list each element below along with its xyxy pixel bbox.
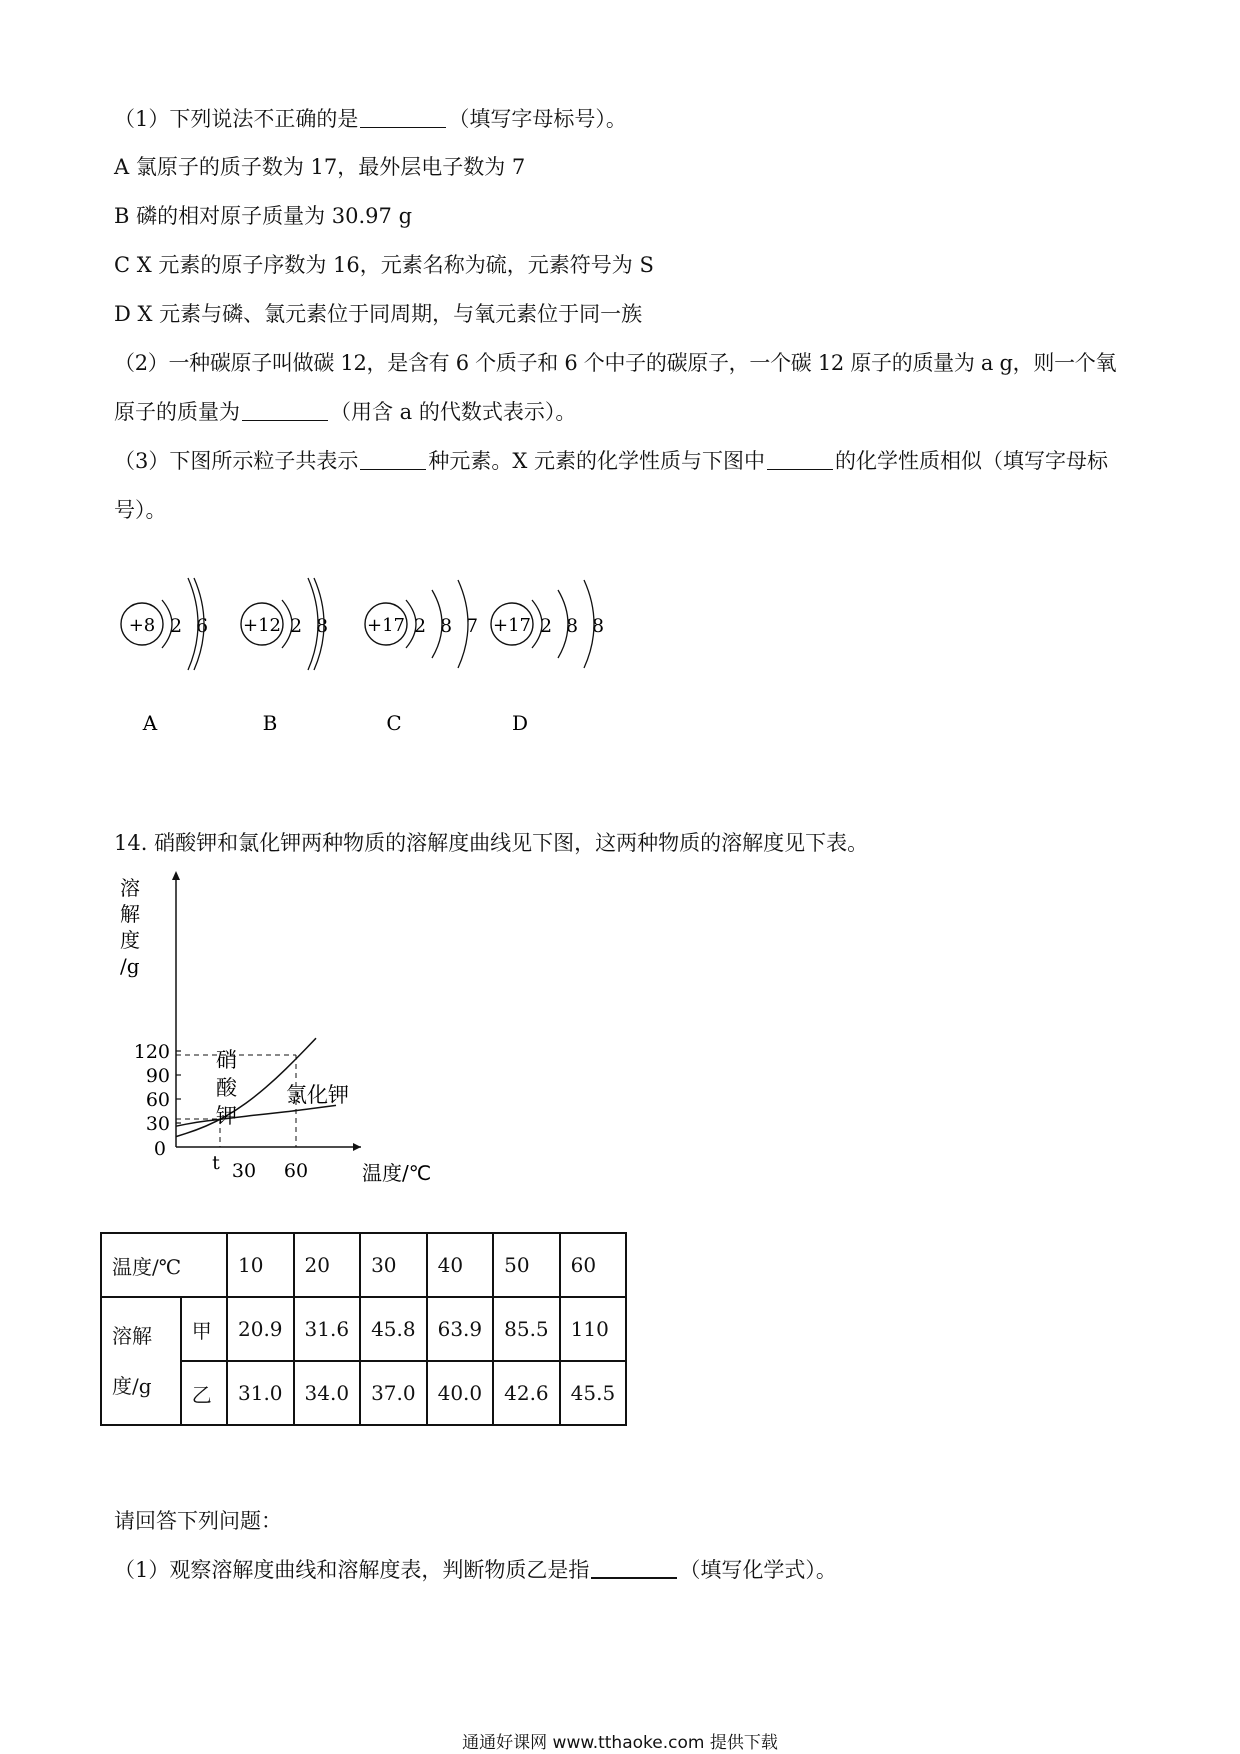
nucleus-charge: +17 bbox=[367, 615, 405, 636]
option-d: D X 元素与磷、氯元素位于同周期，与氧元素位于同一族 bbox=[114, 302, 643, 326]
y-tick-label: 90 bbox=[145, 1065, 170, 1087]
option-b: B 磷的相对原子质量为 30.97 g bbox=[114, 204, 413, 228]
table-cell: 20.9 bbox=[227, 1297, 294, 1361]
shell-electron-count: 2 bbox=[169, 615, 183, 637]
q14-prompt: 请回答下列问题： bbox=[114, 1509, 282, 1533]
atom-label: D bbox=[511, 711, 529, 735]
series-label-kcl: 氯化钾 bbox=[286, 1083, 349, 1108]
shell-electron-count: 8 bbox=[565, 615, 579, 637]
shell-electron-count: 2 bbox=[539, 615, 553, 637]
kcl-curve bbox=[176, 1105, 336, 1126]
table-cell: 30 bbox=[360, 1233, 427, 1297]
x-axis-label: 温度/℃ bbox=[362, 1161, 432, 1185]
answer-blank[interactable] bbox=[360, 107, 446, 128]
shell-electron-count: 8 bbox=[439, 615, 453, 637]
series-label-kno3: 酸 bbox=[216, 1076, 237, 1100]
answer-blank[interactable] bbox=[242, 400, 328, 421]
answer-blank[interactable] bbox=[767, 449, 833, 470]
table-cell: 63.9 bbox=[427, 1297, 494, 1361]
x-tick-label: 30 bbox=[231, 1160, 257, 1182]
y-tick-label: 30 bbox=[145, 1113, 170, 1135]
nucleus-charge: +8 bbox=[128, 615, 156, 636]
table-row bbox=[101, 1233, 626, 1297]
atom-diagram bbox=[121, 578, 208, 735]
q13-part3-line1: （3）下图所示粒子共表示 种元素。X 元素的化学性质与下图中 的化学性质相似（填写字母标 bbox=[114, 449, 1108, 473]
x-tick-label: t bbox=[212, 1152, 220, 1174]
shell-electron-count: 6 bbox=[195, 615, 209, 637]
table-cell: 20 bbox=[294, 1233, 361, 1297]
table-cell: 31.0 bbox=[227, 1361, 294, 1425]
table-cell: 85.5 bbox=[493, 1297, 560, 1361]
atom-label: A bbox=[142, 711, 158, 735]
atom-diagram bbox=[491, 580, 604, 735]
table-cell: 31.6 bbox=[294, 1297, 361, 1361]
shell-electron-count: 8 bbox=[315, 615, 329, 637]
q13-part2-line2: 原子的质量为 （用含 a 的代数式表示）。 bbox=[114, 400, 577, 424]
atom-diagram bbox=[241, 578, 328, 735]
table-cell: 45.5 bbox=[560, 1361, 627, 1425]
q13-part2-line1: （2）一种碳原子叫做碳 12，是含有 6 个质子和 6 个中子的碳原子，一个碳 12 原子的质量为 a g，则一个氧 bbox=[114, 351, 1117, 375]
y-axis-label: 解 bbox=[120, 902, 140, 926]
table-cell: 50 bbox=[493, 1233, 560, 1297]
q14-title: 14. 硝酸钾和氯化钾两种物质的溶解度曲线见下图，这两种物质的溶解度见下表。 bbox=[114, 831, 869, 855]
series-label-kno3: 硝 bbox=[216, 1048, 237, 1072]
shell-electron-count: 2 bbox=[289, 615, 303, 637]
table-cell: 34.0 bbox=[294, 1361, 361, 1425]
answer-blank[interactable] bbox=[360, 449, 426, 470]
row-name: 甲 bbox=[181, 1297, 227, 1361]
series-label-kno3: 钾 bbox=[216, 1104, 237, 1128]
atom-label: C bbox=[386, 711, 402, 735]
page-footer: 通通好课网 www.tthaoke.com 提供下载 bbox=[462, 1733, 778, 1753]
x-tick-label: 60 bbox=[283, 1160, 309, 1182]
table-cell: 110 bbox=[560, 1297, 627, 1361]
atom-label: B bbox=[262, 711, 278, 735]
option-c: C X 元素的原子序数为 16，元素名称为硫，元素符号为 S bbox=[114, 253, 654, 277]
y-axis-label: 溶 bbox=[120, 876, 140, 900]
table-row bbox=[101, 1297, 626, 1361]
nucleus-charge: +12 bbox=[243, 615, 281, 636]
y-axis-arrow bbox=[172, 871, 180, 880]
solubility-label: 溶解 度/g bbox=[101, 1297, 181, 1425]
y-tick-label: 0 bbox=[153, 1138, 166, 1160]
q14-part1: （1）观察溶解度曲线和溶解度表，判断物质乙是指 （填写化学式）。 bbox=[114, 1558, 837, 1582]
row-name: 乙 bbox=[181, 1361, 227, 1425]
shell-electron-count: 8 bbox=[591, 615, 605, 637]
option-a: A 氯原子的质子数为 17，最外层电子数为 7 bbox=[114, 155, 526, 179]
atom-diagram bbox=[365, 580, 478, 735]
y-tick-label: 120 bbox=[133, 1041, 170, 1063]
q13-part3-line2: 号）。 bbox=[114, 498, 167, 522]
table-cell: 60 bbox=[560, 1233, 627, 1297]
solubility-table bbox=[100, 1232, 627, 1426]
x-axis-arrow bbox=[353, 1143, 361, 1151]
answer-blank[interactable] bbox=[591, 1557, 677, 1579]
table-cell: 37.0 bbox=[360, 1361, 427, 1425]
nucleus-charge: +17 bbox=[493, 615, 531, 636]
temp-header: 温度/℃ bbox=[101, 1233, 227, 1297]
atom-structure-diagrams bbox=[100, 530, 620, 750]
y-axis-label: 度 bbox=[120, 928, 140, 952]
shell-electron-count: 2 bbox=[413, 615, 427, 637]
table-cell: 42.6 bbox=[493, 1361, 560, 1425]
table-cell: 10 bbox=[227, 1233, 294, 1297]
table-cell: 40 bbox=[427, 1233, 494, 1297]
y-axis-label: /g bbox=[120, 954, 140, 978]
q13-part1: （1）下列说法不正确的是 （填写字母标号）。 bbox=[114, 107, 627, 131]
y-tick-label: 60 bbox=[145, 1089, 170, 1111]
table-cell: 45.8 bbox=[360, 1297, 427, 1361]
shell-electron-count: 7 bbox=[465, 615, 479, 637]
solubility-chart bbox=[110, 865, 440, 1190]
table-cell: 40.0 bbox=[427, 1361, 494, 1425]
